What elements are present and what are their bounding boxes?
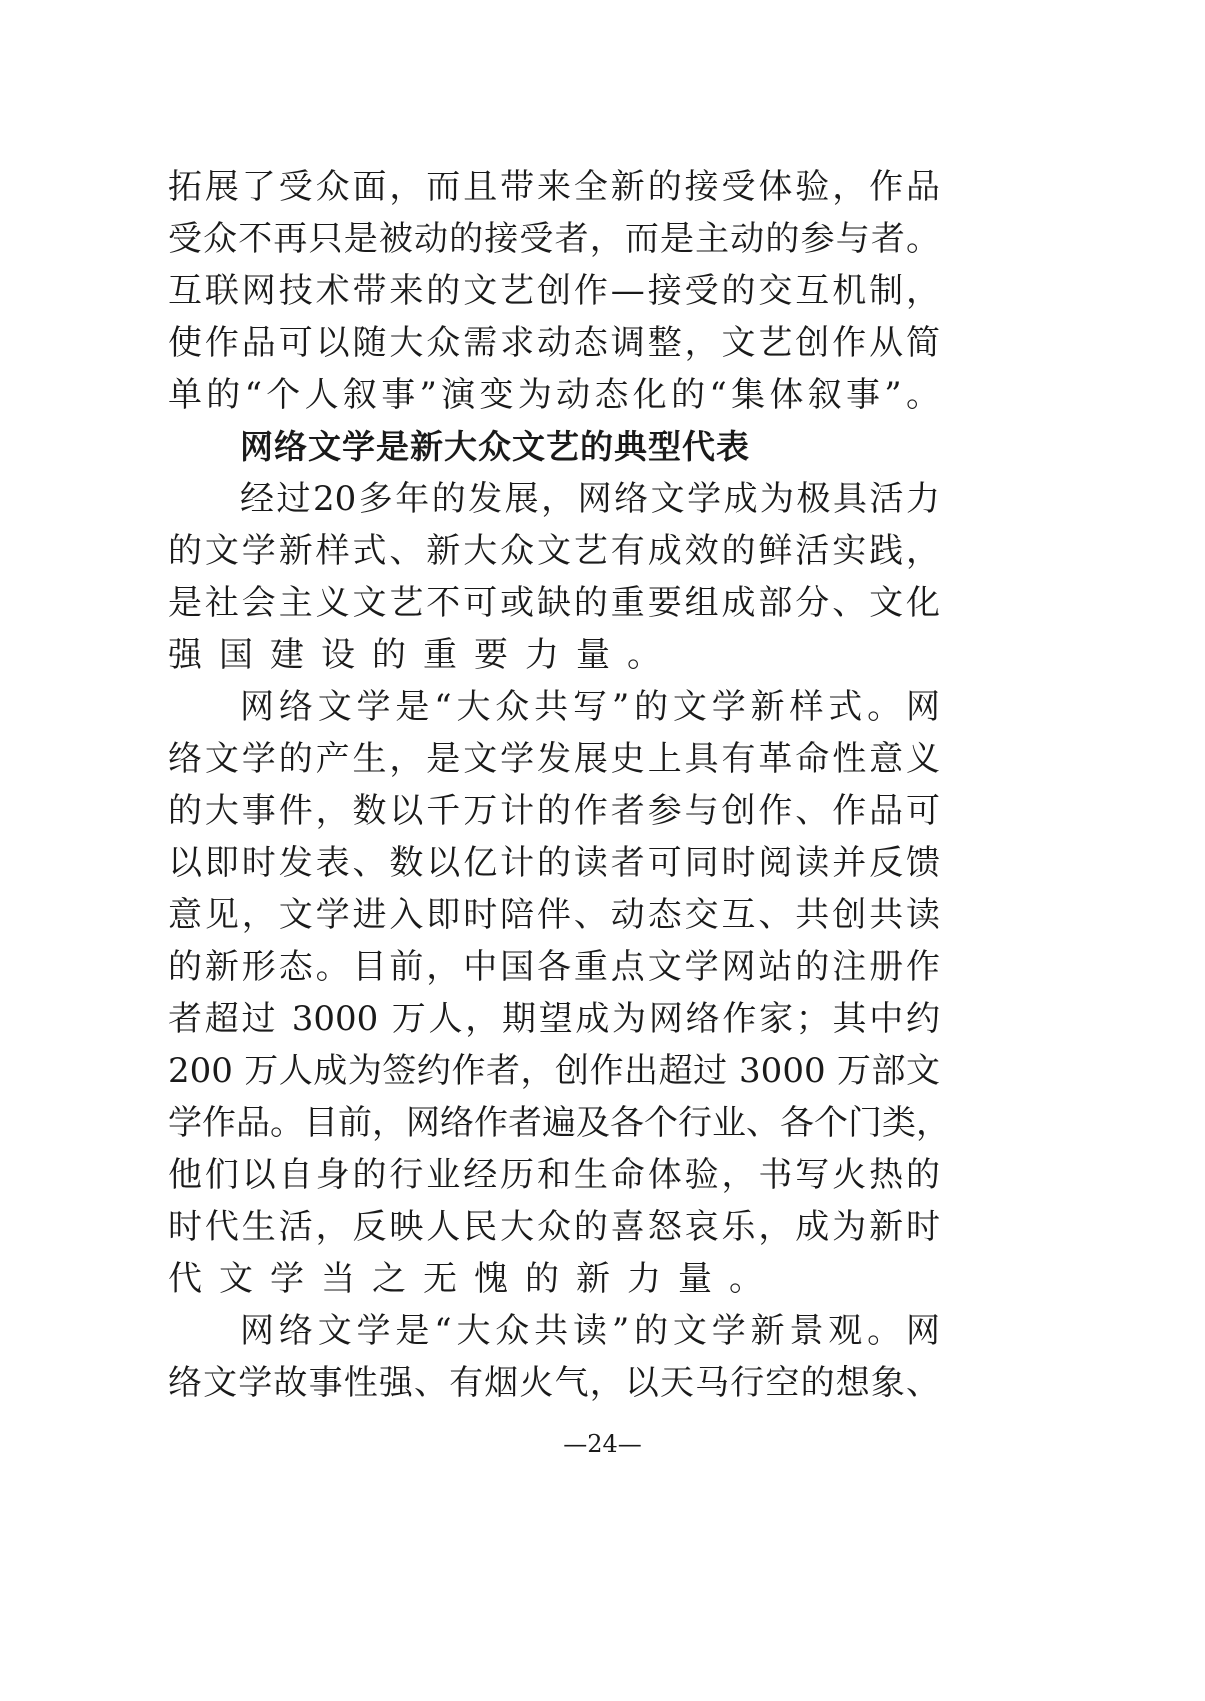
text-line: 是社会主义文艺不可或缺的重要组成部分、文化 [168,583,940,623]
text-line: 以即时发表、数以亿计的读者可同时阅读并反馈 [168,843,940,883]
text-line: 的文学新样式、新大众文艺有成效的鲜活实践， [168,531,940,571]
text-line: 他们以自身的行业经历和生命体验，书写火热的 [168,1155,940,1195]
text-line: 代文学当之无愧的新力量。 [168,1259,780,1299]
text-line: 学作品。目前，网络作者遍及各个行业、各个门类， [168,1103,950,1143]
text-line: 的新形态。目前，中国各重点文学网站的注册作 [168,947,940,987]
page-number: —24— [563,1430,642,1458]
text-line: 使作品可以随大众需求动态调整，文艺创作从简 [168,323,940,363]
text-line: 强国建设的重要力量。 [168,635,678,675]
text-line: 200 万人成为签约作者，创作出超过 3000 万部文 [168,1051,940,1091]
section-heading: 网络文学是新大众文艺的典型代表 [240,427,750,466]
text-line: 者超过 3000 万人，期望成为网络作家；其中约 [168,999,940,1039]
text-line: 的大事件，数以千万计的作者参与创作、作品可 [168,791,940,831]
text-line: 络文学故事性强、有烟火气，以天马行空的想象、 [168,1363,940,1403]
text-line: 意见，文学进入即时陪伴、动态交互、共创共读 [168,895,940,935]
text-line: 络文学的产生，是文学发展史上具有革命性意义 [168,739,940,779]
text-line: 网络文学是“大众共写”的文学新样式。网 [240,687,940,727]
text-line: 互联网技术带来的文艺创作—接受的交互机制， [168,271,940,311]
text-line: 受众不再只是被动的接受者，而是主动的参与者。 [168,219,940,259]
text-line: 单的“个人叙事”演变为动态化的“集体叙事”。 [168,375,940,415]
text-line: 网络文学是“大众共读”的文学新景观。网 [240,1311,940,1351]
text-line: 时代生活，反映人民大众的喜怒哀乐，成为新时 [168,1207,940,1247]
text-line: 拓展了受众面，而且带来全新的接受体验，作品 [168,167,940,207]
text-line: 经过20多年的发展，网络文学成为极具活力 [240,479,940,519]
